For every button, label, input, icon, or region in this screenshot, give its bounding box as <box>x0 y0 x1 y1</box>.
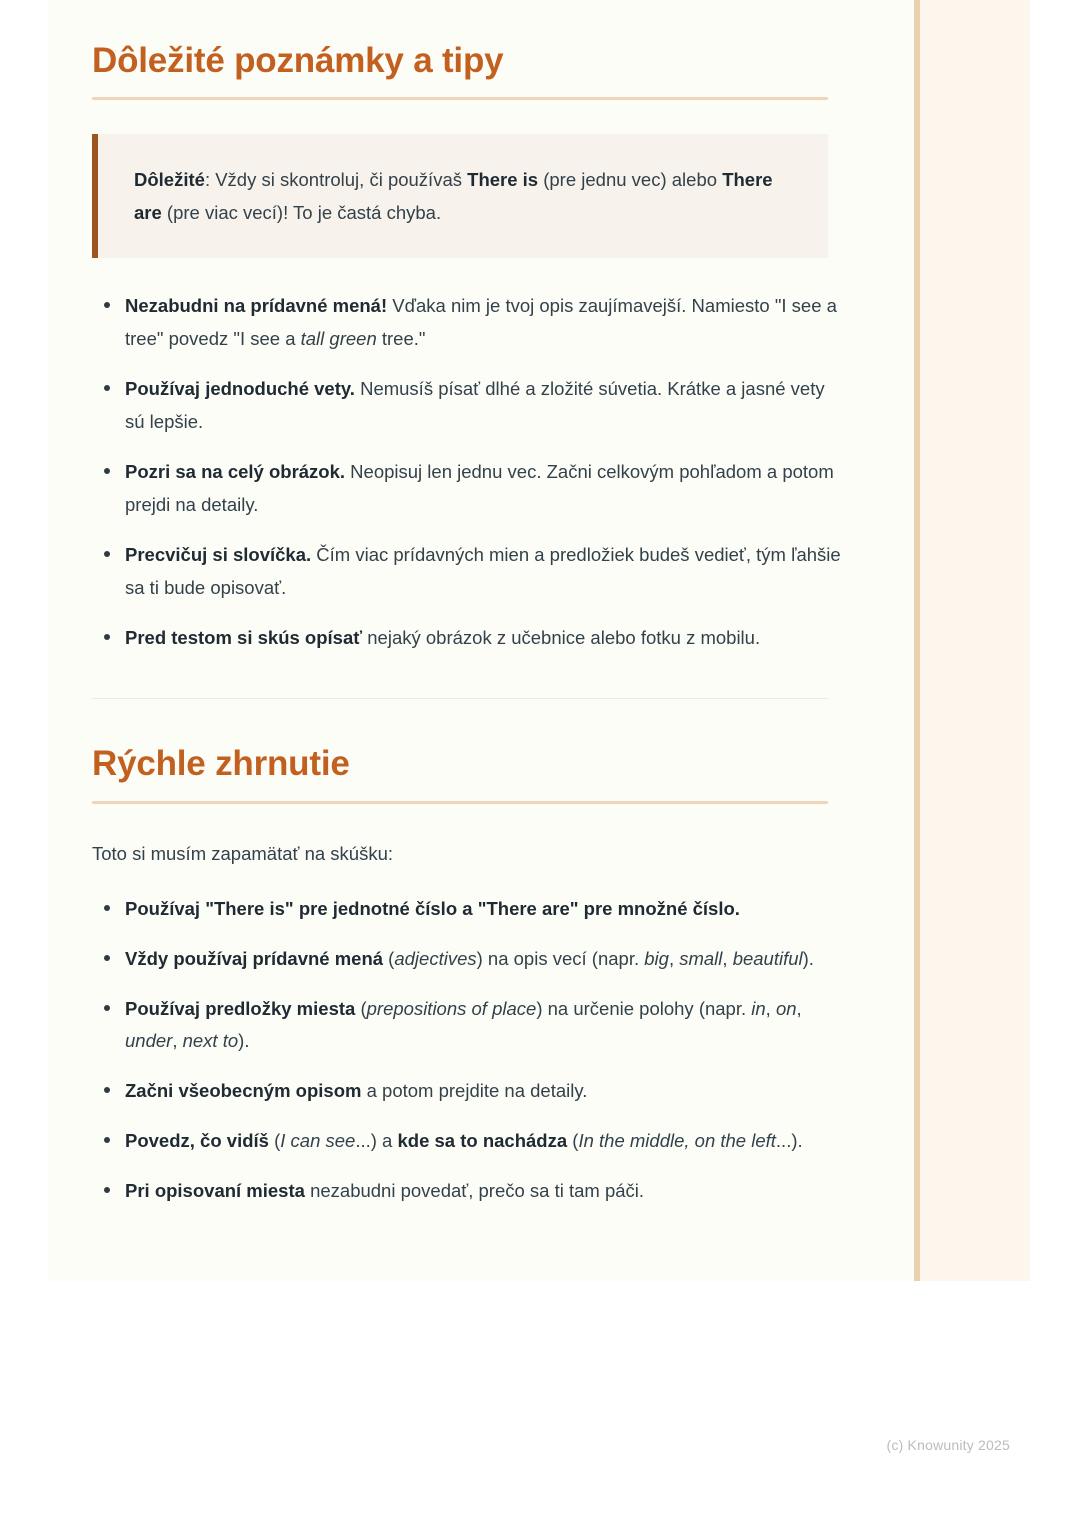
footer-copyright: (c) Knowunity 2025 <box>886 1437 1010 1453</box>
list-item <box>92 622 842 655</box>
section-title-summary: Rýchle zhrnutie <box>92 744 350 784</box>
list-item-italic: big <box>644 947 669 969</box>
list-item-italic: tall green <box>300 328 377 350</box>
list-item-italic: under <box>125 1030 173 1052</box>
page-accent-stripe <box>914 0 920 1281</box>
callout-part-1: Vždy si skontroluj, či používaš <box>215 169 468 191</box>
page-right-panel <box>920 0 1030 1281</box>
list-item-text: Neopisuj len jednu vec. Začni celkovým pohľadom a potom prejdi na detaily. <box>125 460 834 515</box>
callout-emphasis-there-is: There is <box>467 169 539 191</box>
list-item-text: ). <box>238 1030 250 1052</box>
list-item <box>92 373 842 439</box>
list-item-text: Nemusíš písať dlhé a zložité súvetia. Krátke a jasné vety sú lepšie. <box>125 377 825 432</box>
list-item-text: , <box>765 997 776 1019</box>
list-item-italic: In the middle, on the left <box>578 1130 776 1152</box>
list-item-italic: beautiful <box>732 947 803 969</box>
list-item <box>92 290 842 356</box>
list-item <box>92 456 842 522</box>
list-item <box>92 1125 842 1158</box>
list-item-lead: Pri opisovaní miesta <box>125 1180 305 1202</box>
list-item-text: ( <box>383 947 395 969</box>
list-item-text: ( <box>567 1130 579 1152</box>
list-item-lead: Používaj predložky miesta <box>125 997 356 1019</box>
list-item-lead-secondary: kde sa to nachádza <box>397 1130 568 1152</box>
summary-list <box>92 893 842 1208</box>
list-item-lead: Precvičuj si slovíčka. <box>125 543 312 565</box>
section-divider <box>92 698 828 699</box>
list-item-text: ...) a <box>355 1130 398 1152</box>
list-item <box>92 539 842 605</box>
list-item <box>92 1175 842 1208</box>
summary-lead-text: Toto si musím zapamätať na skúšku: <box>92 842 394 864</box>
list-item-text: ( <box>355 997 367 1019</box>
list-item-text: Vďaka nim je tvoj opis zaujímavejší. Namiesto "I see a tree" povedz "I see a <box>125 295 837 350</box>
list-item-italic: on <box>775 997 797 1019</box>
list-item-text: ) na opis vecí (napr. <box>476 947 645 969</box>
list-item-text-tail: tree." <box>376 328 426 350</box>
list-item-lead: Začni všeobecným opisom <box>125 1080 362 1102</box>
document-content <box>92 0 882 1208</box>
list-item-text: nezabudni povedať, prečo sa ti tam páči. <box>304 1180 645 1202</box>
list-item-text: Čím viac prídavných mien a predložiek budeš vedieť, tým ľahšie sa ti bude opisovať. <box>125 543 841 598</box>
list-item-lead: Nezabudni na prídavné mená! <box>125 295 388 317</box>
list-item-italic: I can see <box>280 1130 356 1152</box>
list-item-lead: Pred testom si skús opísať <box>125 626 363 648</box>
list-item-text: , <box>796 997 802 1019</box>
list-item-italic: in <box>751 997 766 1019</box>
list-item-text: , <box>668 947 680 969</box>
list-item-text: ( <box>268 1130 281 1152</box>
tips-list <box>92 290 842 654</box>
section-title-rule-summary <box>92 801 828 804</box>
callout-part-3: (pre viac vecí)! To je častá chyba. <box>161 202 442 224</box>
list-item-italic: prepositions of place <box>366 997 537 1019</box>
important-callout <box>92 134 828 258</box>
list-item-italic: next to <box>182 1030 239 1052</box>
section-title-tips: Dôležité poznámky a tipy <box>92 41 504 80</box>
list-item-text: , <box>172 1030 183 1052</box>
list-item <box>92 1075 842 1108</box>
list-item-italic: small <box>679 947 723 969</box>
list-item-text: ). <box>802 947 814 969</box>
callout-separator: : <box>204 169 216 191</box>
list-item-lead: Vždy používaj prídavné mená <box>125 947 384 969</box>
callout-label: Dôležité <box>134 169 205 191</box>
section-title-rule <box>92 97 828 100</box>
list-item-text: ) na určenie polohy (napr. <box>536 997 752 1019</box>
list-item-text: nejaký obrázok z učebnice alebo fotku z mobilu. <box>362 626 761 648</box>
list-item-lead: Pozri sa na celý obrázok. <box>125 460 346 482</box>
list-item-text: a potom prejdite na detaily. <box>361 1080 588 1102</box>
list-item-lead: Povedz, čo vidíš <box>125 1130 269 1152</box>
list-item-italic: adjectives <box>394 947 477 969</box>
document-page <box>48 0 1030 1281</box>
list-item-lead: Používaj jednoduché vety. <box>125 377 355 399</box>
list-item <box>92 893 842 926</box>
callout-emphasis-there-are: There are <box>134 169 773 224</box>
list-item-lead: Používaj "There is" pre jednotné číslo a "There are" pre množné číslo. <box>125 897 740 919</box>
callout-part-2: (pre jednu vec) alebo <box>538 169 723 191</box>
callout-text <box>134 164 802 230</box>
list-item <box>92 943 842 976</box>
list-item-text: ...). <box>775 1130 803 1152</box>
list-item <box>92 993 842 1059</box>
list-item-text: , <box>722 947 733 969</box>
